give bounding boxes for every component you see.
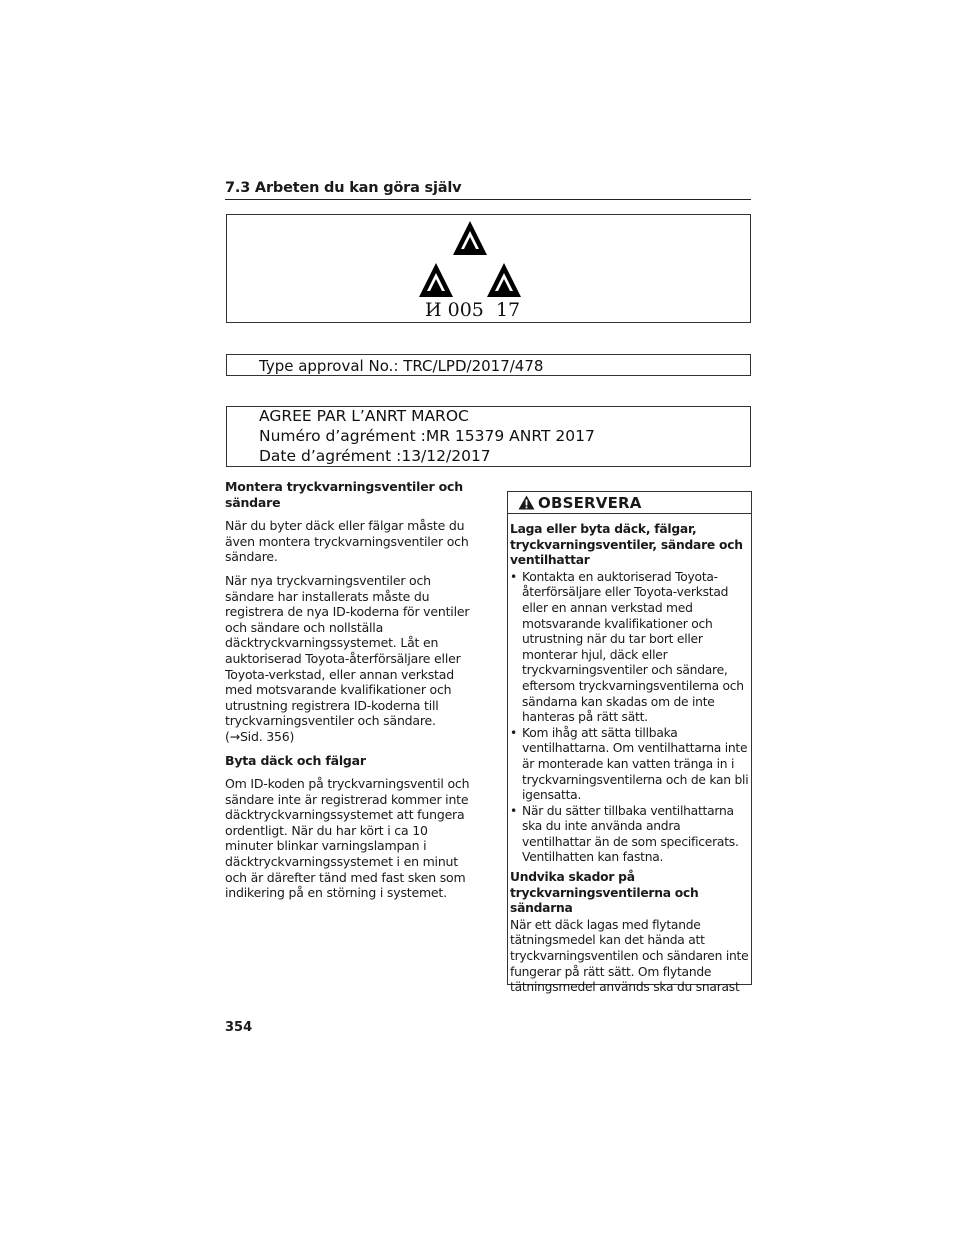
type-approval-text: Type approval No.: TRC/LPD/2017/478 bbox=[259, 357, 544, 375]
bullet-marker: • bbox=[510, 725, 518, 740]
bullet-text: Kom ihåg att sätta tillbaka ventilhattarna. Om ventilhattarna inte är monterade kan vatten tränga in i tryckvarningsventilerna och de kan bli igensatta. bbox=[522, 725, 749, 803]
paragraph-id-not-registered: Om ID-koden på tryckvarningsventil och sändare inte är registrerad kommer inte däcktryckvarningssystemet att fungera ordentligt. När du har kört i ca 10 minuter blinkar varningslampan i däcktryckvarningssystemet i en minut och är därefter tänd med fast sken som indikering på en störning i systemet. bbox=[225, 776, 470, 901]
page-number: 354 bbox=[225, 1020, 253, 1035]
notice-title: OBSERVERA bbox=[538, 494, 642, 512]
certification-code: И 005 17 bbox=[425, 299, 521, 321]
heading-install-valves: Montera tryckvarningsventiler och sändare bbox=[225, 479, 463, 510]
notice-heading-avoid-damage: Undvika skador på tryckvarningsventilerna och sändarna bbox=[510, 870, 699, 916]
anrt-line-3: Date d’agrément :13/12/2017 bbox=[259, 447, 491, 465]
triangle-certification-logo bbox=[415, 215, 525, 305]
heading-change-tires: Byta däck och fälgar bbox=[225, 752, 366, 768]
list-item bbox=[510, 570, 750, 726]
header-divider bbox=[225, 199, 751, 200]
notice-box bbox=[507, 491, 752, 995]
anrt-approval-label bbox=[226, 406, 751, 467]
section-title: 7.3 Arbeten du kan göra själv bbox=[225, 180, 462, 196]
notice-paragraph-sealant: När ett däck lagas med flytande tätningsmedel kan det hända att tryckvarningsventilen och sändaren inte fungerar på rätt sätt. Om flytande tätningsmedel används ska du snarast bbox=[510, 917, 749, 995]
bullet-text: När du sätter tillbaka ventilhattarna ska du inte använda andra ventilhattar än de som specificerats. Ventilhatten kan fastna. bbox=[522, 803, 739, 865]
warning-triangle-icon bbox=[518, 495, 535, 510]
list-item bbox=[510, 726, 750, 804]
certification-mark-label bbox=[226, 214, 751, 323]
anrt-line-2: Numéro d’agrément :MR 15379 ANRT 2017 bbox=[259, 427, 595, 445]
paragraph-replace-tires: När du byter däck eller fälgar måste du även montera tryckvarningsventiler och sändare. bbox=[225, 518, 469, 565]
list-item bbox=[510, 804, 750, 866]
bullet-text: Kontakta en auktoriserad Toyota-återförsäljare eller Toyota-verkstad eller en annan verkstad med motsvarande kvalifikationer och utrustning när du tar bort eller monterar hjul, däck eller tryckvarningsventiler och sändare, eftersom tryckvarningsventilerna och sändarna kan skadas om de inte hanteras på rätt sätt. bbox=[522, 569, 744, 725]
bullet-marker: • bbox=[510, 569, 518, 584]
notice-bullet-list bbox=[510, 570, 750, 866]
bullet-marker: • bbox=[510, 803, 518, 818]
type-approval-label bbox=[226, 354, 751, 376]
left-text-column bbox=[225, 479, 475, 909]
notice-header bbox=[508, 492, 751, 514]
paragraph-register-ids: När nya tryckvarningsventiler och sändare har installerats måste du registrera de nya ID-koderna för ventiler och sändare och nollställa däcktryckvarningssystemet. Låt en auktoriserad Toyota-återförsäljare eller Toyota-verkstad, eller annan verkstad med motsvarande kvalifikationer och utrustning registrera ID-koderna till tryckvarningsventiler och sändare. (→Sid. 356) bbox=[225, 572, 470, 744]
notice-body bbox=[510, 522, 750, 1000]
notice-heading-repair: Laga eller byta däck, fälgar, tryckvarningsventiler, sändare och ventilhattar bbox=[510, 522, 743, 568]
anrt-line-1: AGREE PAR L’ANRT MAROC bbox=[259, 407, 469, 425]
